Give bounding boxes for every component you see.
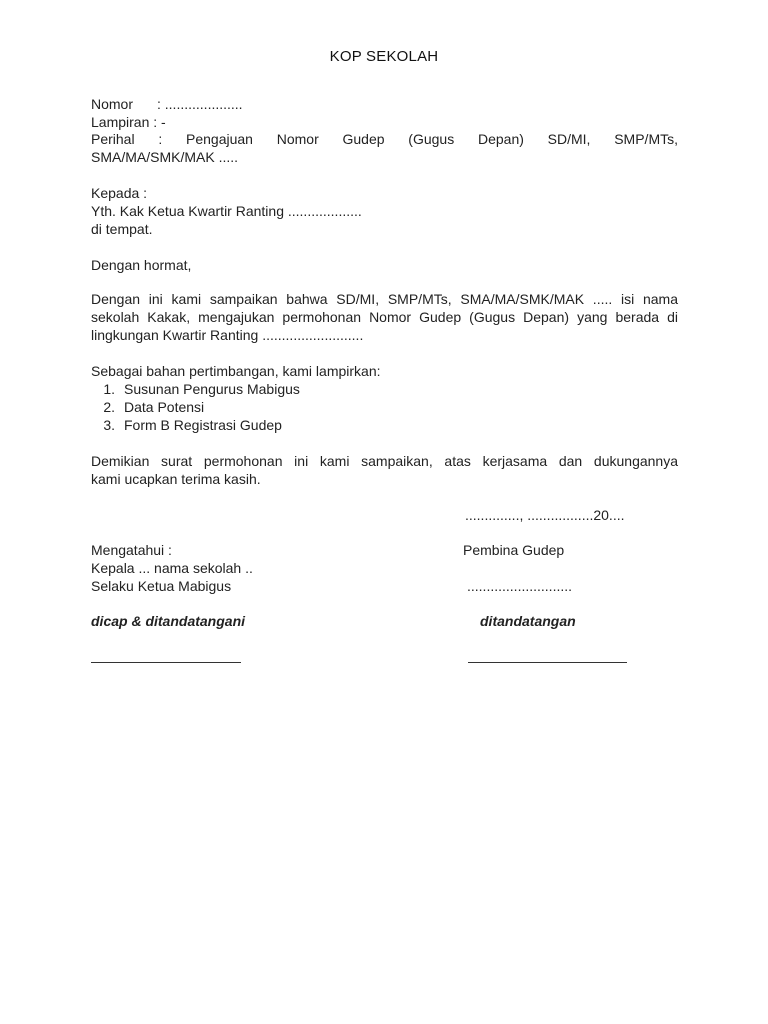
sig-left-underline <box>91 662 241 663</box>
closing-line-2: kami ucapkan terima kasih. <box>91 471 261 487</box>
sig-left-note: dicap & ditandatangani <box>91 613 246 629</box>
salutation: Dengan hormat, <box>91 257 192 273</box>
closing-line-1: Demikian surat permohonan ini kami sampaikan, atas kerjasama dan dukungannya <box>91 453 678 469</box>
date-line: .............., .................20.... <box>465 507 625 523</box>
list-item: 3. Form B Registrasi Gudep <box>103 417 282 433</box>
recipient-name: Yth. Kak Ketua Kwartir Ranting ................... <box>91 203 362 219</box>
sig-left-line-1: Mengatahui : <box>91 542 172 558</box>
sig-right-line-1: Pembina Gudep <box>463 542 565 558</box>
kepada-label: Kepada : <box>91 185 148 201</box>
page-title: KOP SEKOLAH <box>329 48 439 65</box>
nomor-line <box>91 95 243 113</box>
sig-right-line-3: ........................... <box>467 578 573 594</box>
nomor-value: : .................... <box>157 96 243 112</box>
nomor-label: Nomor <box>91 96 134 112</box>
attachment-list <box>91 380 300 434</box>
list-item: 2. Data Potensi <box>103 399 205 415</box>
para1-line-2: sekolah Kakak, mengajukan permohonan Nomor Gudep (Gugus Depan) yang berada di <box>91 309 678 325</box>
perihal-line-2: SMA/MA/SMK/MAK ..... <box>91 149 239 165</box>
sig-right-underline <box>468 662 627 663</box>
sig-right-note: ditandatangan <box>480 613 576 629</box>
perihal-line-1: Perihal : Pengajuan Nomor Gudep (Gugus Depan) SD/MI, SMP/MTs, <box>91 131 678 147</box>
recipient-place: di tempat. <box>91 221 153 237</box>
lampiran-line: Lampiran : - <box>91 114 166 130</box>
list-item: 1. Susunan Pengurus Mabigus <box>103 381 300 397</box>
para1-line-3: lingkungan Kwartir Ranting .......................... <box>91 327 364 343</box>
para1-line-1: Dengan ini kami sampaikan bahwa SD/MI, SMP/MTs, SMA/MA/SMK/MAK ..... isi nama <box>91 291 678 307</box>
sig-left-line-3: Selaku Ketua Mabigus <box>91 578 232 594</box>
sig-left-line-2: Kepala ... nama sekolah .. <box>91 560 253 576</box>
attach-intro: Sebagai bahan pertimbangan, kami lampirkan: <box>91 363 381 379</box>
